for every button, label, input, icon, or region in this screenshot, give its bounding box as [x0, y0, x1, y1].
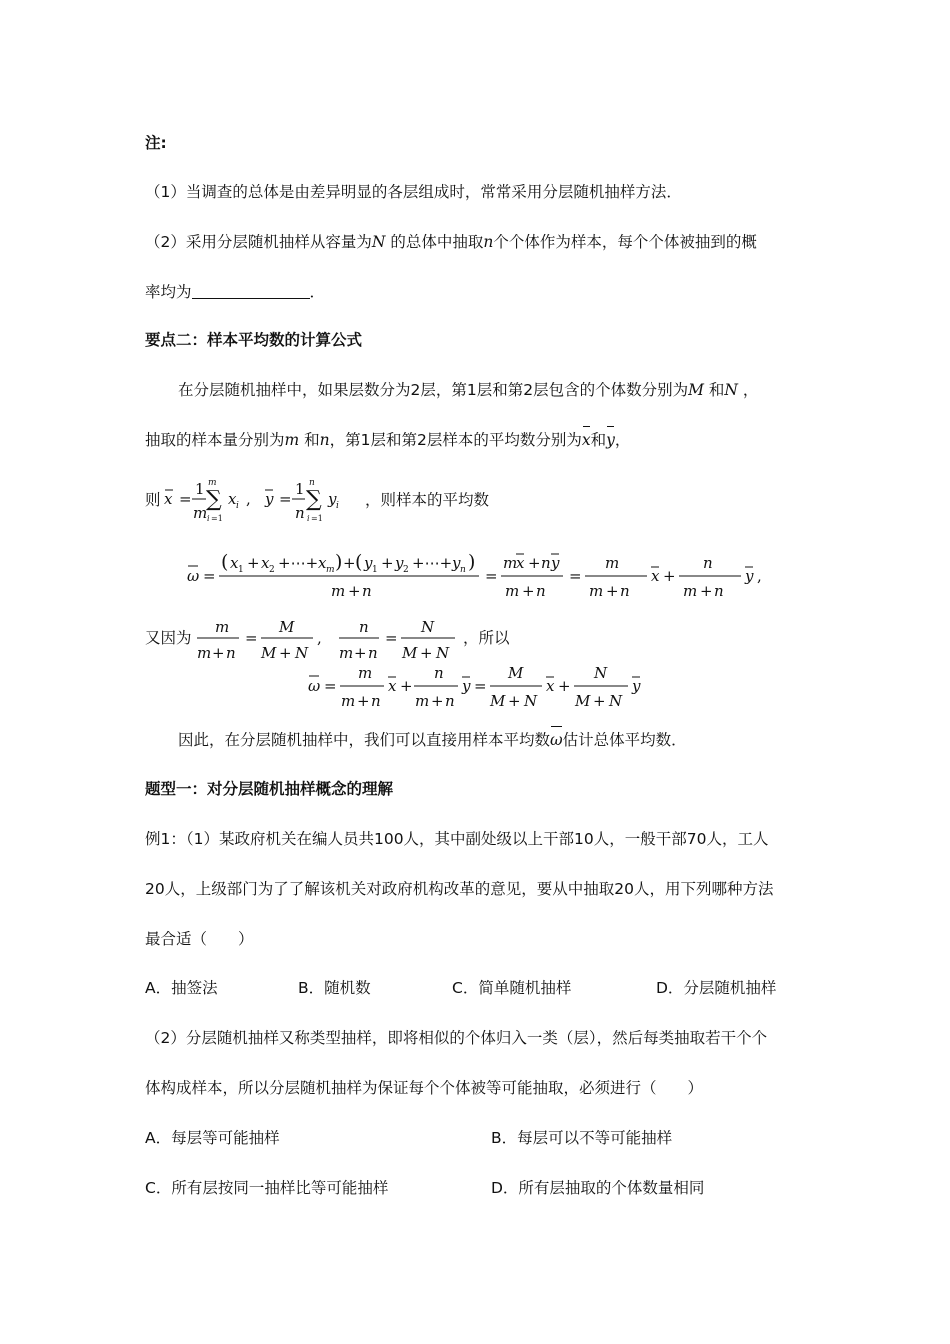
- svg-text:n: n: [309, 478, 315, 488]
- svg-text:=: =: [179, 490, 192, 508]
- svg-text:y: y: [395, 554, 404, 572]
- svg-text:+: +: [400, 677, 413, 695]
- svg-text:1: 1: [195, 480, 205, 498]
- svg-text:ω: ω: [308, 677, 321, 695]
- svg-text:+: +: [343, 554, 356, 572]
- svg-text:(: (: [221, 551, 229, 573]
- svg-text:+: +: [279, 644, 292, 662]
- svg-text:+⋯+: +⋯+: [412, 554, 453, 572]
- svg-text:,: ,: [757, 567, 762, 585]
- svg-text:2: 2: [269, 565, 275, 575]
- example1-option-a[interactable]: A．抽签法: [145, 979, 218, 997]
- svg-text:+: +: [348, 582, 361, 600]
- svg-text:+: +: [606, 582, 619, 600]
- svg-text:=: =: [385, 629, 398, 647]
- svg-text:m: m: [331, 582, 346, 600]
- note-item-2-cont: 率均为 ．: [145, 283, 326, 301]
- svg-text:+: +: [508, 692, 521, 710]
- svg-text:+: +: [357, 692, 370, 710]
- paragraph-2: 抽取的样本量分别为m 和n，第1层和第2层样本的平均数分别为x和y，: [145, 431, 631, 449]
- example1-option-b[interactable]: B．随机数: [298, 979, 371, 997]
- svg-text:n: n: [371, 692, 381, 710]
- svg-text:n: n: [434, 664, 444, 682]
- svg-text:x: x: [261, 554, 270, 572]
- svg-text:+: +: [381, 554, 394, 572]
- svg-text:y: y: [462, 677, 471, 695]
- svg-text:x: x: [651, 567, 660, 585]
- svg-text:x: x: [318, 554, 327, 572]
- svg-text:+: +: [593, 692, 606, 710]
- svg-text:+: +: [431, 692, 444, 710]
- svg-text:): ): [468, 551, 476, 573]
- formula-ratio-tail: ，所以: [463, 629, 510, 647]
- svg-text:N: N: [594, 664, 608, 682]
- svg-text:i: i: [236, 501, 239, 511]
- svg-text:y: y: [265, 490, 274, 508]
- svg-text:+: +: [420, 644, 433, 662]
- svg-text:1: 1: [295, 480, 305, 498]
- svg-text:m: m: [208, 478, 217, 488]
- example2-option-b[interactable]: B．每层可以不等可能抽样: [491, 1129, 673, 1147]
- svg-text:m: m: [503, 554, 518, 572]
- svg-text:x: x: [230, 554, 239, 572]
- svg-text:+: +: [700, 582, 713, 600]
- svg-text:m: m: [339, 644, 354, 662]
- svg-text:y: y: [551, 554, 560, 572]
- formula-population-mean: [306, 660, 656, 720]
- svg-text:n: n: [368, 644, 378, 662]
- svg-text:n: n: [620, 582, 630, 600]
- example2-line2: 体构成样本，所以分层随机抽样为保证每个个体被等可能抽取，必须进行（ ）: [145, 1079, 704, 1097]
- svg-text:m: m: [341, 692, 356, 710]
- svg-text:=1: =1: [311, 514, 323, 523]
- section-heading-point2: 要点二：样本平均数的计算公式: [145, 331, 363, 349]
- svg-text:n: n: [536, 582, 546, 600]
- svg-text:n: n: [703, 554, 713, 572]
- note-heading: 注:: [145, 134, 167, 152]
- svg-text:M: M: [508, 664, 524, 682]
- example2-line1: （2）分层随机抽样又称类型抽样，即将相似的个体归入一类（层），然后每类抽取若干个个: [145, 1029, 768, 1047]
- svg-text:+: +: [212, 644, 225, 662]
- svg-text:+: +: [528, 554, 541, 572]
- svg-text:N: N: [524, 692, 538, 710]
- svg-text:n: n: [714, 582, 724, 600]
- svg-text:m: m: [683, 582, 698, 600]
- svg-text:+: +: [247, 554, 260, 572]
- example2-option-c[interactable]: C．所有层按同一抽样比等可能抽样: [145, 1179, 389, 1197]
- svg-text:m: m: [605, 554, 620, 572]
- svg-text:=: =: [279, 490, 292, 508]
- svg-text:M: M: [490, 692, 506, 710]
- svg-text:n: n: [541, 554, 551, 572]
- svg-text:(: (: [355, 551, 363, 573]
- svg-text:,: ,: [317, 629, 322, 647]
- formula-means-intro: 则: [145, 491, 161, 509]
- example1-line2: 20人，上级部门为了了解该机关对政府机构改革的意见，要从中抽取20人，用下列哪种方法: [145, 880, 774, 898]
- conclusion: 因此，在分层随机抽样中，我们可以直接用样本平均数ω估计总体平均数．: [178, 731, 687, 749]
- svg-text:x: x: [546, 677, 555, 695]
- note-item-1: （1）当调查的总体是由差异明显的各层组成时，常常采用分层随机抽样方法．: [145, 183, 682, 201]
- svg-text:M: M: [575, 692, 591, 710]
- svg-text:m: m: [505, 582, 520, 600]
- formula-means: [162, 474, 382, 534]
- svg-text:m: m: [415, 692, 430, 710]
- svg-text:N: N: [436, 644, 450, 662]
- example1-option-c[interactable]: C．简单随机抽样: [452, 979, 572, 997]
- svg-text:+: +: [558, 677, 571, 695]
- svg-text:n: n: [226, 644, 236, 662]
- svg-text:x: x: [516, 554, 525, 572]
- example1-option-d[interactable]: D．分层随机抽样: [656, 979, 777, 997]
- svg-text:=1: =1: [211, 514, 223, 523]
- svg-text:=: =: [569, 567, 582, 585]
- svg-text:=: =: [324, 677, 337, 695]
- svg-text:M: M: [279, 618, 295, 636]
- svg-text:=: =: [474, 677, 487, 695]
- svg-text:x: x: [164, 490, 173, 508]
- svg-text:y: y: [632, 677, 641, 695]
- svg-text:,: ,: [246, 490, 251, 508]
- svg-text:M: M: [402, 644, 418, 662]
- svg-text:m: m: [193, 504, 208, 522]
- svg-text:i: i: [307, 514, 310, 523]
- svg-text:i: i: [336, 501, 339, 511]
- formula-ratio-intro: 又因为: [145, 629, 192, 647]
- example2-option-d[interactable]: D．所有层抽取的个体数量相同: [491, 1179, 705, 1197]
- svg-text:n: n: [295, 504, 305, 522]
- svg-text:n: n: [445, 692, 455, 710]
- note-item-2: （2）采用分层随机抽样从容量为N 的总体中抽取n个个体作为样本，每个个体被抽到的概: [145, 233, 757, 251]
- formula-weighted-mean: [185, 550, 765, 610]
- svg-text:n: n: [362, 582, 372, 600]
- svg-text:ω: ω: [187, 567, 200, 585]
- svg-text:2: 2: [403, 565, 409, 575]
- example1-line3: 最合适（ ）: [145, 930, 254, 948]
- svg-text:=: =: [203, 567, 216, 585]
- svg-text:y: y: [745, 567, 754, 585]
- svg-text:n: n: [359, 618, 369, 636]
- svg-text:y: y: [364, 554, 373, 572]
- svg-text:∑: ∑: [306, 487, 322, 512]
- svg-text:i: i: [207, 514, 210, 523]
- svg-text:m: m: [197, 644, 212, 662]
- svg-text:): ): [335, 551, 343, 573]
- answer-blank[interactable]: [192, 282, 310, 299]
- svg-text:m: m: [326, 565, 335, 575]
- svg-text:x: x: [228, 490, 237, 508]
- formula-means-tail: ，则样本的平均数: [365, 491, 490, 509]
- example2-option-a[interactable]: A．每层等可能抽样: [145, 1129, 280, 1147]
- svg-text:N: N: [421, 618, 435, 636]
- svg-text:M: M: [261, 644, 277, 662]
- svg-text:m: m: [215, 618, 230, 636]
- svg-text:N: N: [295, 644, 309, 662]
- svg-text:∑: ∑: [206, 487, 222, 512]
- svg-text:+⋯+: +⋯+: [278, 554, 319, 572]
- svg-text:1: 1: [372, 565, 378, 575]
- svg-text:+: +: [663, 567, 676, 585]
- svg-text:y: y: [328, 490, 337, 508]
- section-heading-type1: 题型一：对分层随机抽样概念的理解: [145, 780, 394, 798]
- example1-line1: 例1：（1）某政府机关在编人员共100人，其中副处级以上干部10人，一般干部70人，工人: [145, 830, 769, 848]
- svg-text:m: m: [358, 664, 373, 682]
- svg-text:=: =: [485, 567, 498, 585]
- svg-text:x: x: [388, 677, 397, 695]
- svg-text:+: +: [522, 582, 535, 600]
- svg-text:1: 1: [238, 565, 244, 575]
- svg-text:m: m: [589, 582, 604, 600]
- svg-text:=: =: [245, 629, 258, 647]
- svg-text:+: +: [354, 644, 367, 662]
- svg-text:y: y: [452, 554, 461, 572]
- svg-text:N: N: [609, 692, 623, 710]
- svg-text:n: n: [460, 565, 466, 575]
- paragraph-1: 在分层随机抽样中，如果层数分为2层，第1层和第2层包含的个体数分别为M 和N ，: [178, 381, 759, 399]
